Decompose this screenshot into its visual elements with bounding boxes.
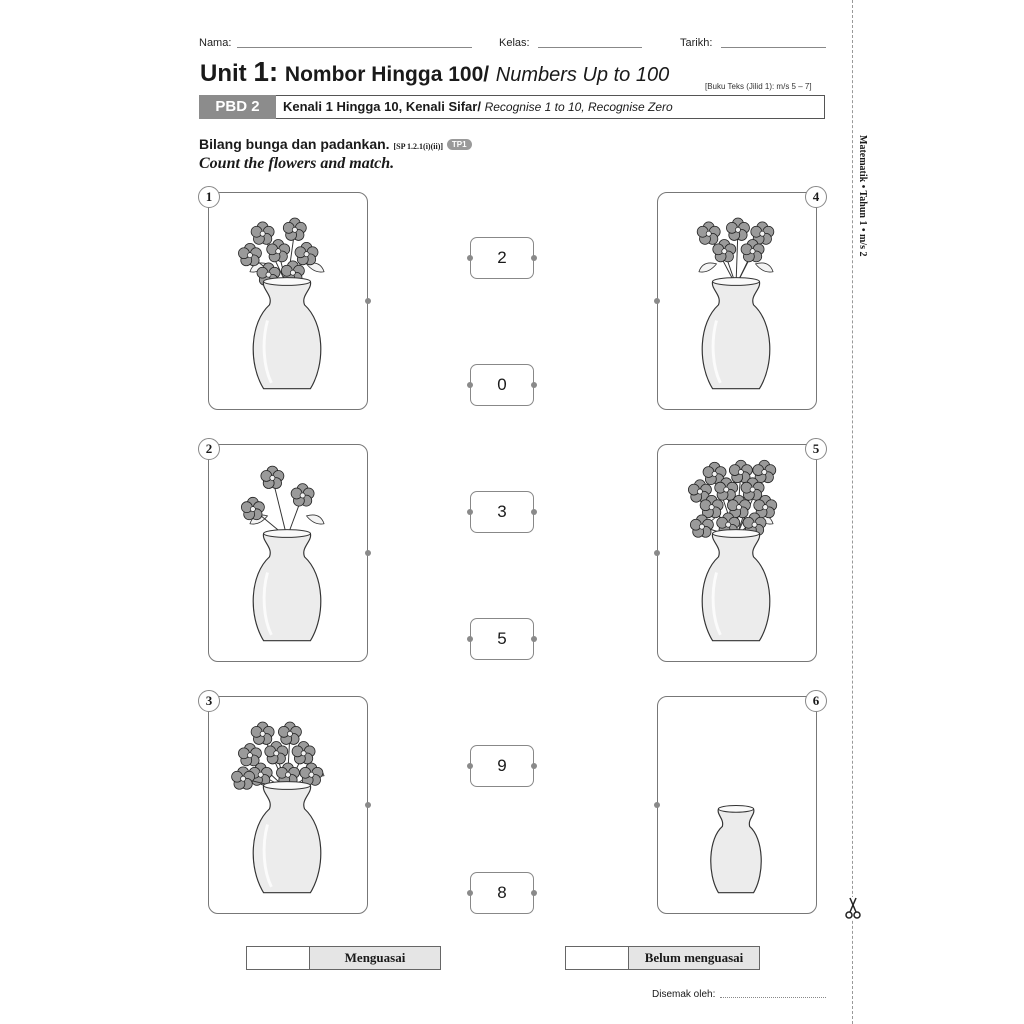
card-number-badge: 3 [198,690,220,712]
class-label: Kelas: [499,37,530,49]
number-box-right-point[interactable] [531,509,537,515]
vase-illustration [209,697,365,911]
number-box-left-point[interactable] [467,509,473,515]
vase-card-2 [208,444,368,662]
vase-card-6 [657,696,817,914]
match-point[interactable] [365,550,371,556]
name-label: Nama: [199,37,232,49]
pbd-title-en: Recognise 1 to 10, Recognise Zero [484,100,673,114]
number-box[interactable]: 0 [470,364,534,406]
scissors-icon [845,897,861,919]
textbook-reference: [Buku Teks (Jilid 1): m/s 5 – 7] [705,82,812,91]
unit-prefix: Unit [200,60,254,87]
vase-card-1 [208,192,368,410]
not-mastered-checkbox[interactable] [565,946,629,970]
number-box-left-point[interactable] [467,890,473,896]
vase-card-5 [657,444,817,662]
number-box-right-point[interactable] [531,890,537,896]
card-number-badge: 1 [198,186,220,208]
number-box-left-point[interactable] [467,255,473,261]
date-field[interactable] [721,47,826,48]
pbd-title-ms: Kenali 1 Hingga 10, Kenali Sifar/ [283,99,481,114]
mastered-checkbox[interactable] [246,946,310,970]
side-label: Matematik • Tahun 1 • m/s 2 [857,135,868,257]
card-number-badge: 4 [805,186,827,208]
vase-card-3 [208,696,368,914]
sp-code: [SP 1.2.1(i)(ii)] [393,142,444,151]
match-point[interactable] [654,550,660,556]
not-mastered-label: Belum menguasai [628,946,760,970]
number-box[interactable]: 3 [470,491,534,533]
pbd-tag: PBD 2 [199,95,276,119]
vase-illustration [658,445,814,659]
class-field[interactable] [538,47,642,48]
instruction-en: Count the flowers and match. [199,155,395,172]
checked-by-field[interactable] [720,997,826,998]
number-box-left-point[interactable] [467,382,473,388]
match-point[interactable] [654,298,660,304]
vase-illustration [209,445,365,659]
unit-title [200,56,669,88]
number-box-right-point[interactable] [531,763,537,769]
checked-by-label: Disemak oleh: [652,989,716,1000]
name-field[interactable] [237,47,472,48]
vase-card-4 [657,192,817,410]
number-box-right-point[interactable] [531,636,537,642]
number-box-right-point[interactable] [531,255,537,261]
unit-title-ms: Nombor Hingga 100/ [284,63,490,86]
match-point[interactable] [365,298,371,304]
instruction-ms-text: Bilang bunga dan padankan. [199,136,390,152]
vase-illustration [209,193,365,407]
number-box[interactable]: 8 [470,872,534,914]
number-box[interactable]: 2 [470,237,534,279]
vase-illustration [658,697,814,911]
date-label: Tarikh: [680,37,713,49]
number-box[interactable]: 5 [470,618,534,660]
number-box-right-point[interactable] [531,382,537,388]
instruction-ms [199,136,472,152]
unit-number: 1: [253,56,279,87]
number-box-left-point[interactable] [467,636,473,642]
match-point[interactable] [365,802,371,808]
cut-line [852,0,853,1024]
tp-badge: TP1 [447,139,472,150]
unit-title-en: Numbers Up to 100 [495,64,670,86]
match-point[interactable] [654,802,660,808]
vase-illustration [658,193,814,407]
card-number-badge: 6 [805,690,827,712]
pbd-title [283,99,673,114]
card-number-badge: 2 [198,438,220,460]
number-box[interactable]: 9 [470,745,534,787]
number-box-left-point[interactable] [467,763,473,769]
card-number-badge: 5 [805,438,827,460]
mastered-label: Menguasai [309,946,441,970]
